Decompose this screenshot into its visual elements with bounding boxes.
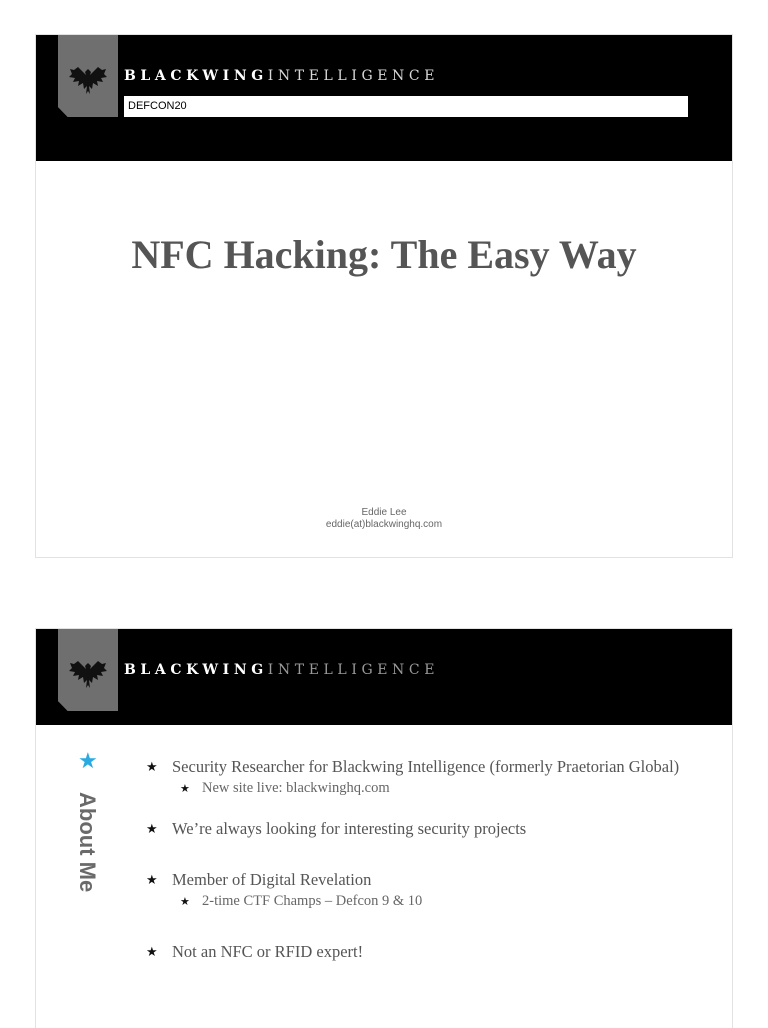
slide-title: NFC Hacking: The Easy Way: [131, 232, 637, 277]
section-label: [66, 792, 112, 892]
star-icon: ★: [146, 872, 158, 887]
event-bar: DEFCON20: [124, 96, 688, 117]
slide-header: [36, 35, 732, 161]
logo-tab: [58, 35, 118, 117]
list-item: [146, 869, 706, 911]
star-icon: ★: [146, 821, 158, 836]
slide-header: [36, 629, 732, 725]
bullet-text: We’re always looking for interesting security projects: [172, 819, 527, 838]
bullet-text: Member of Digital Revelation: [172, 870, 372, 889]
brand-wordmark: [124, 662, 439, 678]
star-icon: ★: [146, 944, 158, 959]
bullet-text: Not an NFC or RFID expert!: [172, 942, 364, 961]
brand-wordmark: [124, 68, 439, 84]
title-slide: [35, 34, 733, 558]
brand-bold: BLACKWING: [124, 68, 268, 84]
author-name: Eddie Lee: [361, 507, 407, 518]
logo-tab: [58, 629, 118, 711]
author-block: [36, 507, 732, 531]
list-item: [146, 941, 706, 962]
brand-light: INTELLIGENCE: [267, 68, 440, 84]
list-item: [146, 756, 706, 798]
about-slide: [35, 628, 733, 1028]
star-icon: ★: [180, 896, 190, 908]
section-label-text: About Me: [75, 792, 100, 893]
section-star-icon: ★: [78, 748, 98, 773]
list-item: [146, 818, 706, 839]
sub-bullet-text: New site live: blackwinghq.com: [202, 780, 390, 796]
sub-bullet-text: 2-time CTF Champs – Defcon 9 & 10: [202, 893, 423, 909]
bullet-text: Security Researcher for Blackwing Intelligence (formerly Praetorian Global): [172, 757, 680, 776]
author-email: eddie(at)blackwinghq.com: [325, 519, 443, 530]
brand-bold: BLACKWING: [124, 662, 268, 678]
star-icon: ★: [180, 783, 190, 795]
star-icon: ★: [146, 759, 158, 774]
winged-bird-logo-icon: [68, 659, 108, 691]
brand-light: INTELLIGENCE: [267, 662, 440, 678]
winged-bird-logo-icon: [68, 65, 108, 97]
bullet-list: [146, 756, 706, 962]
